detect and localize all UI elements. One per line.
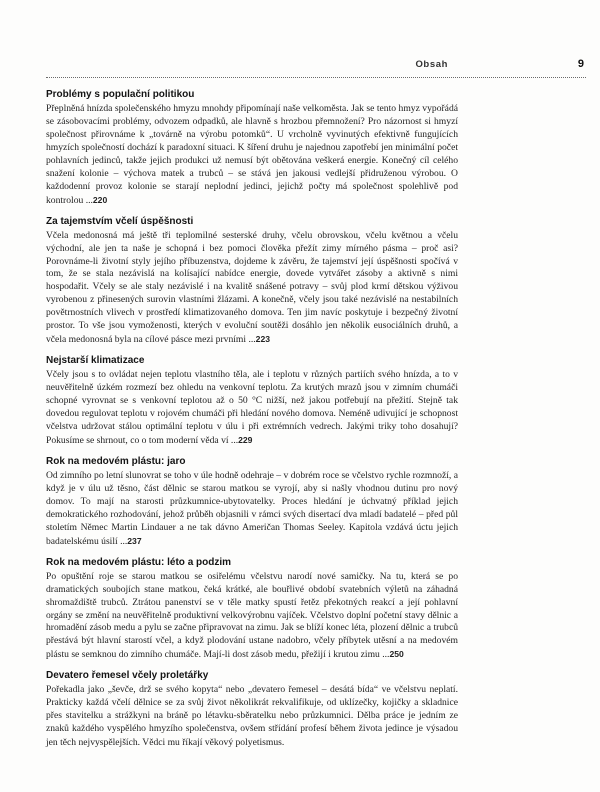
toc-entry [46,215,458,348]
entry-summary [46,684,458,750]
running-header [46,57,586,75]
entry-page-ref: 229 [238,434,253,445]
page-number: 9 [577,58,584,70]
entry-text: Přeplněná hnízda společenského hmyzu mnohdy připomínají naše velkoměsta. Jak se tento hmyz vypořádá se zásobovacími problémy, odvozem odpadků, ale hlavně s hrozbou přemnožení? Pro názornost si hmyzí společnost přirovnáme k „továrně na výrobu potomků“. U vrcholně vyvinutých efektivně fungujících hmyzích společností dochází k paradoxní situaci. K šíření druhu je najednou zapotřebí jen minimální počet pohlavních jedinců, takže jejich produkci už nemusí být obětována veškerá energie. Konečný cíl celého snažení kolonie – výchova matek a trubců – se stává jen jakousi vedlejší přidruženou výrobou. O každodenní provoz kolonie se starají neplodní jedinci, jejichž počty má společnost spolehlivě pod kontrolou ... [46,103,458,206]
entry-page-ref: 220 [92,194,108,205]
header-title: Obsah [415,59,448,70]
table-of-contents [46,88,458,757]
entry-title: Nejstarší klimatizace [46,355,145,367]
entry-text: Pořekadla jako „ševče, drž se svého kopyta“ nebo „devatero řemesel – desátá bída“ ve včelstvu neplatí. Prakticky každá včelí dělnice se za svůj život několikrát rekvalifikuje, od uklízečky, kojičky a skladnice přes stavitelku a strážkyni na bráně po létavku-sběratelku nebo průzkumnici. Dělba práce je jedním ze znaků každého vyspělého hmyzího společenstva, ovšem střídání profesí během života jedince je výsadou jen těch nejvyspělejších. Vědci mu říkají věkový polyetismus. [46,684,458,749]
entry-text: Včely jsou s to ovládat nejen teplotu vlastního těla, ale i teplotu v různých partiích svého hnízda, a to v neuvěřitelně úzkém rozmezí bez ohledu na venkovní teplotu. Za krutých mrazů jsou v zimním chumáči schopné vyrovnat se s venkovní teplotou až o 50 °C nižší, než jakou potřebují na přežití. Stejně tak dovedou regulovat teplotu v rojovém chumáči při hledání nového domova. Neméně udivující je schopnost včelstva udržovat stálou optimální teplotu v úlu i při extrémních vedrech. Jakými triky toho dosahují? Pokusíme se shrnout, co o tom moderní věda ví ... [46,369,458,446]
entry-text: Včela medonosná má ještě tři teplomilné sesterské druhy, včelu obrovskou, včelu květnou a včelu východní, ale jen ta naše je schopná i bez pomoci člověka přežít zimy mírného pásma – proč asi? Porovnáme-li životní styly jejího příbuzenstva, dojdeme k závěru, že tajemství její úspěšnosti spočívá v tom, že se stala nezávislá na kolísající nabídce energie, dovede vytvářet zásoby a aktivně s nimi hospodařit. Včely se ale staly nezávislé i na kvalitě snášené potravy – svůj plod krmí dětskou výživou vyrobenou z přinesených surovin vlastními žlázami. A konečně, včely jsou také nezávislé na nestabilních povětrnostních vlivech v prostředí klimatizovaného domova. Ten jim navíc poskytuje i bezpečný životní prostor. To vše jsou vymoženosti, kterých v evoluční soutěži dosáhlo jen několik eusociálních druhů, a včela medonosná byla na cílové pásce mezi prvními ... [46,229,458,346]
entry-text: Po opuštění roje se starou matkou se osiřelému včelstvu narodí nové samičky. Na tu, která se po dramatických soubojích stane matkou, čeká krátké, ale bouřlivé období svatebních výletů na záhadná shromaždiště trubců. Ztrátou panenství se v těle matky spustí řetěz překotných reakcí a její pohlavní orgány se změní na neuvěřitelně produktivní velkovýrobnu vajíček. Včelstvo doplní početní stavy dělnic a hromadění zásob medu a pylu se začne připravovat na zimu. Jak se blíží konec léta, plození dělnic a trubců přestává být hlavní starostí včel, a když plodování ustane nadobro, včely příbytek utěsní a na medovém plástu se semknou do zimního chumáče. Mají-li dost zásob medu, přežijí i krutou zimu ... [46,570,458,661]
entry-text: Od zimního po letní slunovrat se toho v úle hodně odehraje – v dobrém roce se včelstvo rychle rozmnoží, a když je v úlu už těsno, část dělnic se starou matkou se vyrojí, aby si našly vhodnou dutinu pro nový domov. To mají na starosti průzkumnice-ubytovatelky. Proces hledání je úchvatný příklad jejich demokratického rozhodování, jehož průběh objasnili v rámci svých disertací dva mladí badatelé – před půl stoletím Němec Martin Lindauer a ne tak dávno Američan Thomas Seeley. Kapitola vzdává úctu jejich badatelskému úsilí ... [46,469,458,547]
entry-title: Rok na medovém plástu: léto a podzim [46,556,232,568]
entry-summary [46,103,458,208]
entry-summary [46,470,458,549]
entry-page-ref: 237 [127,535,142,546]
entry-summary [46,571,458,663]
header-divider [46,77,586,78]
toc-entry [46,354,458,448]
entry-summary [46,230,458,348]
toc-entry [46,556,458,663]
entry-page-ref: 250 [389,649,404,660]
entry-title: Devatero řemesel včely proletářky [46,670,209,682]
toc-entry [46,455,458,549]
entry-title: Za tajemstvím včelí úspěšnosti [46,215,194,227]
entry-summary [46,369,458,448]
entry-title: Problémy s populační politikou [46,89,195,100]
entry-title: Rok na medovém plástu: jaro [46,455,186,467]
entry-page-ref: 223 [255,334,271,345]
toc-entry [46,88,458,208]
toc-entry [46,669,458,750]
